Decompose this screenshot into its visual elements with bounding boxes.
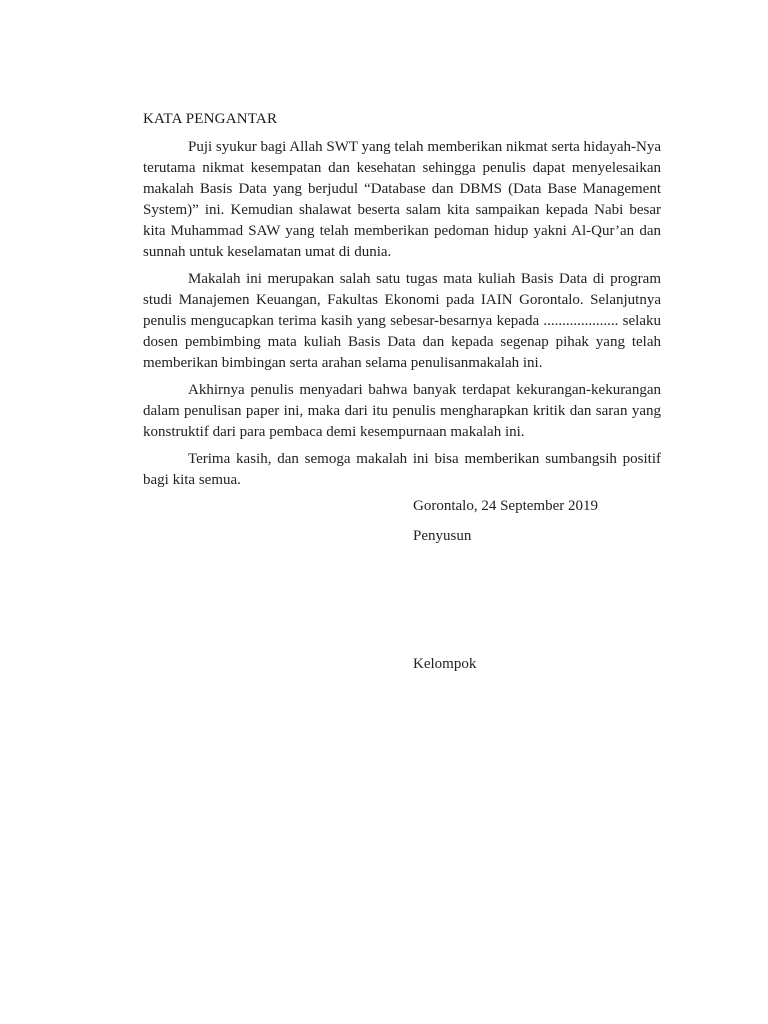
paragraph-shortcomings: Akhirnya penulis menyadari bahwa banyak terdapat kekurangan-kekurangan dalam penulisan paper ini, maka dari itu penulis mengharapkan kritik dan saran yang konstruktif dari para pembaca demi kesempurnaan makalah ini. [143,382,661,440]
paragraph-thanks: Terima kasih, dan semoga makalah ini bisa memberikan sumbangsih positif bagi kita semua. [143,451,661,488]
compiler-label: Penyusun [413,528,472,544]
paragraph-assignment: Makalah ini merupakan salah satu tugas mata kuliah Basis Data di program studi Manajemen Keuangan, Fakultas Ekonomi pada IAIN Gorontalo. Selanjutnya penulis mengucapkan terima kasih yang sebesar-besarnya kepada .................... selaku dosen pembimbing mata kuliah Basis Data dan kepada segenap pihak yang telah memberikan bimbingan serta arahan selama penulisanmakalah ini. [143,271,661,371]
paragraph-gratitude: Puji syukur bagi Allah SWT yang telah memberikan nikmat serta hidayah-Nya terutama nikmat kesempatan dan kesehatan sehingga penulis dapat menyelesaikan makalah Basis Data yang berjudul “Database dan DBMS (Data Base Management System)” ini. Kemudian shalawat beserta salam kita sampaikan kepada Nabi besar kita Muhammad SAW yang telah memberikan pedoman hidup yakni Al-Qur’an dan sunnah untuk keselamatan umat di dunia. [143,139,661,260]
body-text [143,137,661,497]
group-label: Kelompok [413,656,477,672]
page-title: KATA PENGANTAR [143,111,278,127]
place-date: Gorontalo, 24 September 2019 [413,498,598,514]
